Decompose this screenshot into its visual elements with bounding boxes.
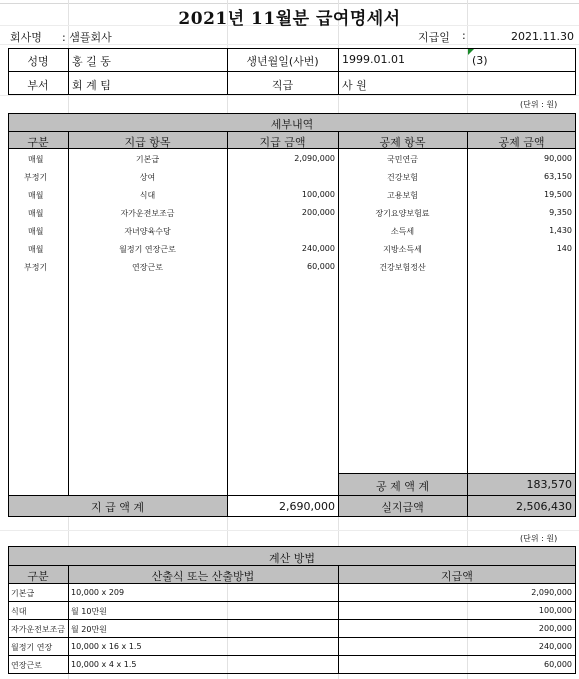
calc-row-formula: 10,000 x 4 x 1.5 — [71, 660, 137, 669]
sheet-gridline — [0, 530, 579, 531]
deduction-total-value: 183,570 — [526, 478, 572, 491]
row-pay-amount: 240,000 — [301, 244, 335, 253]
calc-row-amount: 100,000 — [538, 606, 572, 615]
net-pay-label: 실지급액 — [381, 501, 424, 514]
birth-extra: (3) — [472, 54, 488, 67]
row-pay-item: 기본급 — [135, 155, 160, 164]
row-pay-item: 자가운전보조금 — [120, 209, 175, 218]
pay-total-label: 지 급 액 계 — [91, 501, 144, 514]
row-ded-item: 건강보험정산 — [379, 263, 426, 272]
header-pay-item: 지급 항목 — [124, 136, 171, 149]
page-title: 2021년 11월분 급여명세서 — [178, 9, 401, 29]
calc-row-formula: 10,000 x 209 — [71, 588, 125, 597]
row-pay-amount: 2,090,000 — [294, 154, 335, 163]
name-value: 홍 길 동 — [72, 55, 111, 68]
calc-row-formula: 월 10만원 — [71, 607, 107, 616]
row-pay-item: 월정기 연장근로 — [119, 245, 176, 254]
row-type: 매월 — [28, 155, 44, 164]
row-pay-amount: 60,000 — [307, 262, 335, 271]
table-divider — [8, 619, 576, 620]
row-ded-item: 건강보험 — [387, 173, 418, 182]
pay-total-value: 2,690,000 — [279, 500, 335, 513]
row-ded-amount: 1,430 — [549, 226, 572, 235]
company-label: 회사명 — [10, 31, 42, 44]
row-type: 부정기 — [24, 173, 48, 182]
position-value: 사 원 — [342, 79, 367, 92]
calc-header-amount: 지급액 — [441, 570, 473, 583]
net-pay-value: 2,506,430 — [516, 500, 572, 513]
row-ded-amount: 9,350 — [549, 208, 572, 217]
row-ded-item: 고용보험 — [387, 191, 418, 200]
birth-value: 1999.01.01 — [342, 53, 405, 66]
row-type: 매월 — [28, 227, 44, 236]
dept-label: 부서 — [27, 79, 49, 92]
sheet-gridline — [0, 95, 579, 96]
calc-row-amount: 60,000 — [544, 660, 572, 669]
row-type: 매월 — [28, 209, 44, 218]
calc-row-type: 자가운전보조금 — [11, 625, 66, 634]
row-ded-item: 국민연금 — [387, 155, 418, 164]
calc-row-amount: 200,000 — [538, 624, 572, 633]
company-value: : 샘플회사 — [62, 31, 112, 44]
details-section-title: 세부내역 — [270, 118, 314, 131]
row-ded-item: 소득세 — [390, 227, 415, 236]
table-divider — [68, 131, 69, 495]
row-pay-item: 자녀양육수당 — [124, 227, 171, 236]
birth-label: 생년월일(사번) — [246, 55, 319, 68]
table-divider — [8, 655, 576, 656]
header-ded-item: 공제 항목 — [379, 136, 426, 149]
table-divider — [68, 48, 69, 95]
table-divider — [338, 131, 339, 517]
position-label: 직급 — [271, 79, 294, 92]
calc-row-formula: 10,000 x 16 x 1.5 — [71, 642, 142, 651]
row-ded-amount: 90,000 — [544, 154, 572, 163]
calc-header-type: 구분 — [27, 570, 49, 583]
header-type: 구분 — [27, 136, 49, 149]
dept-value: 회 계 팀 — [72, 79, 111, 92]
pay-date-label: 지급일 — [418, 31, 450, 44]
row-type: 매월 — [28, 191, 44, 200]
calc-row-amount: 240,000 — [538, 642, 572, 651]
row-ded-item: 장기요양보험료 — [375, 209, 430, 218]
unit-note: (단위 : 원) — [520, 100, 558, 109]
calc-row-type: 기본급 — [11, 589, 35, 598]
calc-row-type: 식대 — [11, 607, 27, 616]
calc-row-amount: 2,090,000 — [531, 588, 572, 597]
calc-unit-note: (단위 : 원) — [520, 534, 558, 543]
name-label: 성명 — [27, 55, 49, 68]
row-ded-amount: 140 — [556, 244, 572, 253]
row-type: 매월 — [28, 245, 44, 254]
header-ded-amount: 공제 금액 — [498, 136, 545, 149]
row-ded-item: 지방소득세 — [383, 245, 422, 254]
table-divider — [8, 601, 576, 602]
pay-date-value: 2021.11.30 — [511, 30, 574, 43]
row-type: 부정기 — [24, 263, 48, 272]
row-pay-amount: 100,000 — [301, 190, 335, 199]
calc-row-type: 월정기 연장 — [11, 643, 53, 652]
calc-row-formula: 월 20만원 — [71, 625, 107, 634]
header-pay-amount: 지급 금액 — [259, 136, 306, 149]
row-pay-amount: 200,000 — [301, 208, 335, 217]
row-pay-item: 식대 — [139, 191, 156, 200]
calc-row-type: 연장근로 — [11, 661, 42, 670]
table-divider — [338, 48, 339, 95]
row-ded-amount: 63,150 — [544, 172, 572, 181]
table-divider — [8, 637, 576, 638]
deduction-total-label: 공 제 액 계 — [376, 480, 429, 493]
table-divider — [467, 131, 468, 517]
row-pay-item: 연장근로 — [132, 263, 163, 272]
row-pay-item: 상여 — [139, 173, 156, 182]
row-ded-amount: 19,500 — [544, 190, 572, 199]
calc-section-title: 계산 방법 — [268, 552, 315, 565]
pay-date-colon: : — [462, 29, 466, 42]
table-divider — [8, 71, 576, 72]
calc-header-formula: 산출식 또는 산출방법 — [151, 570, 255, 583]
table-divider — [227, 131, 228, 517]
